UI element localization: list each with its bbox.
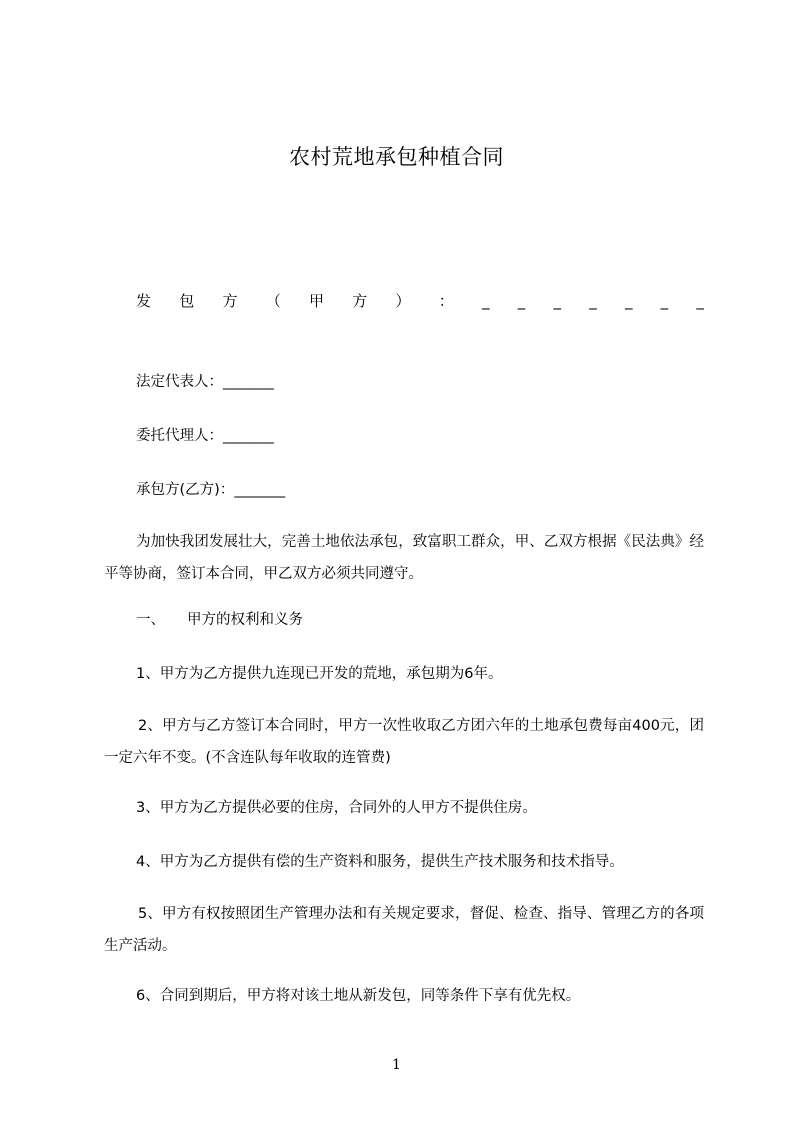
clause-item	[104, 898, 704, 962]
party-a-char: 甲	[309, 292, 325, 310]
party-a-blank: _	[517, 292, 526, 310]
party-a-char: 发	[136, 292, 152, 310]
clause-item: 4、甲方为乙方提供有偿的生产资料和服务，提供生产技术服务和技术指导。	[136, 854, 624, 870]
page-number: 1	[392, 1057, 401, 1073]
party-a-char: 方	[352, 292, 368, 310]
party-b-line: 承包方(乙方)：_______	[136, 482, 286, 498]
section-heading	[136, 608, 303, 632]
party-a-char: 包	[179, 292, 195, 310]
agent-line: 委托代理人：_______	[136, 428, 274, 444]
clause-item: 6、合同到期后，甲方将对该土地从新发包，同等条件下享有优先权。	[136, 988, 581, 1004]
party-a-blank: _	[696, 292, 704, 310]
clause-item	[104, 710, 704, 774]
party-a-blank: _	[589, 292, 597, 310]
party-a-blank: _	[660, 292, 669, 310]
party-a-line	[136, 289, 704, 313]
party-a-char: （	[265, 292, 281, 310]
clause-item: 3、甲方为乙方提供必要的住房，合同外的人甲方不提供住房。	[136, 800, 537, 816]
legal-representative-line: 法定代表人：_______	[136, 374, 274, 390]
intro-text: 为加快我团发展壮大，完善土地依法承包，致富职工群众，甲、乙双方根据《民法典》经平等协商，签订本合同，甲乙双方必须共同遵守。	[104, 534, 704, 582]
party-a-blank: _	[624, 292, 633, 310]
clause-text: 2、甲方与乙方签订本合同时，甲方一次性收取乙方团六年的土地承包费每亩400元，团一定六年不变。(不含连队每年收取的连管费)	[104, 718, 704, 766]
intro-paragraph	[104, 526, 704, 590]
section-number: 一、	[136, 612, 165, 628]
party-a-char: 方	[222, 292, 238, 310]
clause-text: 5、甲方有权按照团生产管理办法和有关规定要求，督促、检查、指导、管理乙方的各项生产活动。	[104, 906, 704, 954]
party-a-blank: _	[553, 292, 561, 310]
clause-item: 1、甲方为乙方提供九连现已开发的荒地，承包期为6年。	[136, 666, 503, 682]
party-a-char: ：	[438, 292, 454, 310]
party-a-blank: _	[482, 292, 490, 310]
section-title: 甲方的权利和义务	[187, 612, 303, 628]
party-a-char: ）	[395, 292, 411, 310]
document-title: 农村荒地承包种植合同	[289, 145, 504, 169]
